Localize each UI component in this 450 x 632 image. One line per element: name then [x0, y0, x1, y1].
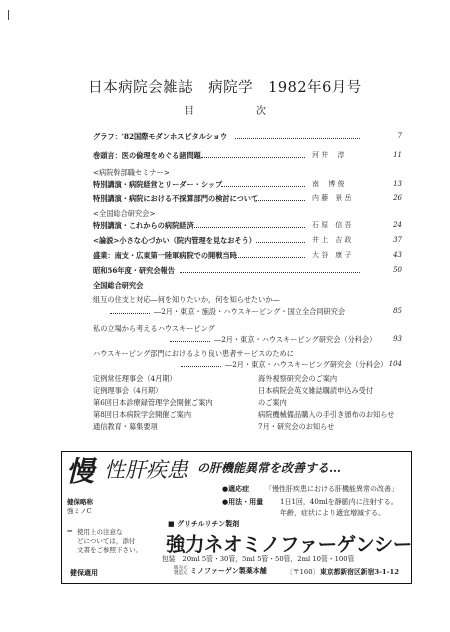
- ad-seller-label: 販売元: [174, 566, 188, 571]
- toc-entry-label: ―2月・東京・施設・ハウスキーピング・国立全合同研究会: [154, 307, 346, 316]
- ad-caution-line-1: 使用上の注意な: [77, 528, 123, 536]
- toc-entry-label: グラフ：'82国際モダンホスピタルショウ: [93, 132, 228, 141]
- toc-entry-label: 巻頭言：医の倫理をめぐる諸問題: [93, 151, 201, 160]
- toc-leader-dots: [256, 200, 305, 201]
- toc-leader-dots: [194, 227, 305, 228]
- toc-leader-dots: [180, 272, 360, 273]
- toc-entry-page: 11: [393, 151, 402, 159]
- toc-entry-author: 大 谷 康 子: [312, 251, 352, 259]
- toc-entry-page: 13: [393, 180, 402, 188]
- toc-entry-page: 104: [388, 360, 402, 368]
- ad-caution-line-2: どについては，添付: [77, 537, 136, 545]
- toc-entry-label: <全国総合研究会>: [93, 209, 156, 218]
- toc-entry-label: 特別講演・これからの病院経済: [93, 221, 194, 230]
- ad-product-name: 強力ネオミノファーゲンシー: [166, 533, 412, 556]
- ad-dosage-note: 年齢，症状により適宜増減する。: [280, 509, 385, 517]
- ad-address: 東京都新宿区新宿3-1-12: [320, 568, 399, 576]
- toc-entry-label: 全国総合研究会: [93, 281, 144, 290]
- toc-entry-page: 93: [393, 335, 402, 343]
- ad-packages: 包装 20ml 5管・30管，5ml 5管・50管，2ml 10管・100管: [162, 555, 355, 563]
- notice-item-left: 定例理事会（4月期）: [93, 386, 163, 395]
- ad-company: ミノファーゲン製薬本舗: [190, 566, 267, 575]
- toc-entry-page: 43: [393, 251, 402, 259]
- notice-item-right: のご案内: [258, 398, 287, 407]
- toc-entry-label: 私の立場から考えるハウスキーピング: [93, 324, 215, 333]
- ad-postal: 〔〒160〕: [286, 568, 320, 576]
- toc-leader-dots: [256, 242, 305, 243]
- toc-entry-author: 井 上 吉 政: [312, 236, 352, 244]
- ad-indication-label: ●適応症: [222, 484, 250, 493]
- toc-entry-label: ―2月・東京・ハウスキーピング研究会（分科会）: [214, 335, 377, 344]
- notice-item-right: 7月・研究会のお知らせ: [258, 422, 335, 431]
- toc-leader-dots: [170, 341, 210, 342]
- toc-entry-label: 特別講演・病院経営とリーダー・シップ: [93, 180, 223, 189]
- toc-entry-author: 南 博 俊: [312, 180, 345, 188]
- ad-indication-text: 「慢性肝疾患における肝機能異常の改善」: [265, 485, 398, 493]
- toc-entry-page: 24: [393, 221, 402, 229]
- notice-item-left: 第8回日本病院学会開催ご案内: [93, 410, 192, 419]
- notice-item-left: 定例常任理事会（4月期）: [93, 374, 177, 383]
- ad-ingredient: ■ グリチルリチン製剤: [168, 519, 240, 528]
- toc-leader-dots: [201, 157, 306, 158]
- toc-entry-label: 特別講演・病院における不採算部門の検討について: [93, 194, 259, 203]
- toc-entry-label: 盛業：南支・広東第一陸軍病院での開戦当時: [93, 251, 237, 260]
- journal-title: 日本病院会雑誌 病院学 1982年6月号: [88, 80, 362, 96]
- advertisement: [61, 451, 412, 584]
- edge-mark: [8, 10, 9, 20]
- ad-insurance-name: 強ミノC: [67, 507, 92, 515]
- toc-entry-label: ハウスキーピング部門におけるより良い患者サービスのために: [93, 349, 294, 358]
- ad-dosage-text: 1日1回，40mlを静脈内に注射する。: [280, 498, 398, 506]
- toc-entry-label: <病院幹部職セミナー>: [93, 168, 170, 177]
- arrow-icon: ⇒: [67, 527, 73, 535]
- notice-item-left: 通信教育・募集要項: [93, 422, 158, 431]
- ad-headline-tail: の肝機能異常を改善する…: [197, 461, 342, 475]
- toc-leader-dots: [110, 313, 150, 314]
- toc-entry-label: 組互の住支と対応―何を知りたいか，何を知らせたいか―: [93, 295, 280, 304]
- toc-entry-page: 26: [393, 194, 402, 202]
- toc-leader-dots: [235, 257, 305, 258]
- ad-maker-label: 製造元: [174, 571, 188, 576]
- toc-entry-page: 7: [397, 132, 402, 140]
- toc-entry-page: 37: [393, 236, 402, 244]
- ad-headline-big-char: 慢: [66, 455, 95, 488]
- notice-item-right: 日本病院会英文雑誌購読申込み受付: [258, 386, 374, 395]
- toc-entry-label: ―2月・東京・ハウスキーピング研究会（分科会）: [225, 360, 388, 369]
- ad-caution-line-3: 文書をご参照下さい。: [77, 546, 142, 554]
- ad-insurance-bottom: 健保適用: [70, 568, 98, 577]
- toc-entry-author: 石 原 信 吾: [312, 221, 352, 229]
- toc-entry-page: 50: [393, 266, 402, 274]
- notice-item-left: 第6回日本診療録管理学会開催ご案内: [93, 398, 213, 407]
- toc-leader-dots: [235, 138, 360, 139]
- notice-item-right: 海外視察研究会のご案内: [258, 374, 338, 383]
- toc-entry-author: 河 井 淳: [312, 151, 345, 159]
- toc-entry-author: 内 藤 景 岳: [312, 194, 352, 202]
- toc-leader-dots: [181, 366, 221, 367]
- ad-headline-main: 性肝疾患: [104, 458, 188, 482]
- ad-insurance-top-label: 健保略称: [67, 498, 93, 506]
- toc-leader-dots: [221, 186, 305, 187]
- toc-entry-label: 昭和56年度・研究会報告: [93, 266, 175, 275]
- toc-entry-page: 85: [393, 307, 402, 315]
- ad-dosage-label: ●用法・用量: [222, 497, 264, 506]
- toc-entry-label: <論説>小さな心づかい（院内管理を見なおそう）: [93, 236, 256, 245]
- notice-item-right: 病院機械備品購入の手引き頒布のお知らせ: [258, 410, 395, 419]
- contents-heading: 目 次: [184, 106, 292, 117]
